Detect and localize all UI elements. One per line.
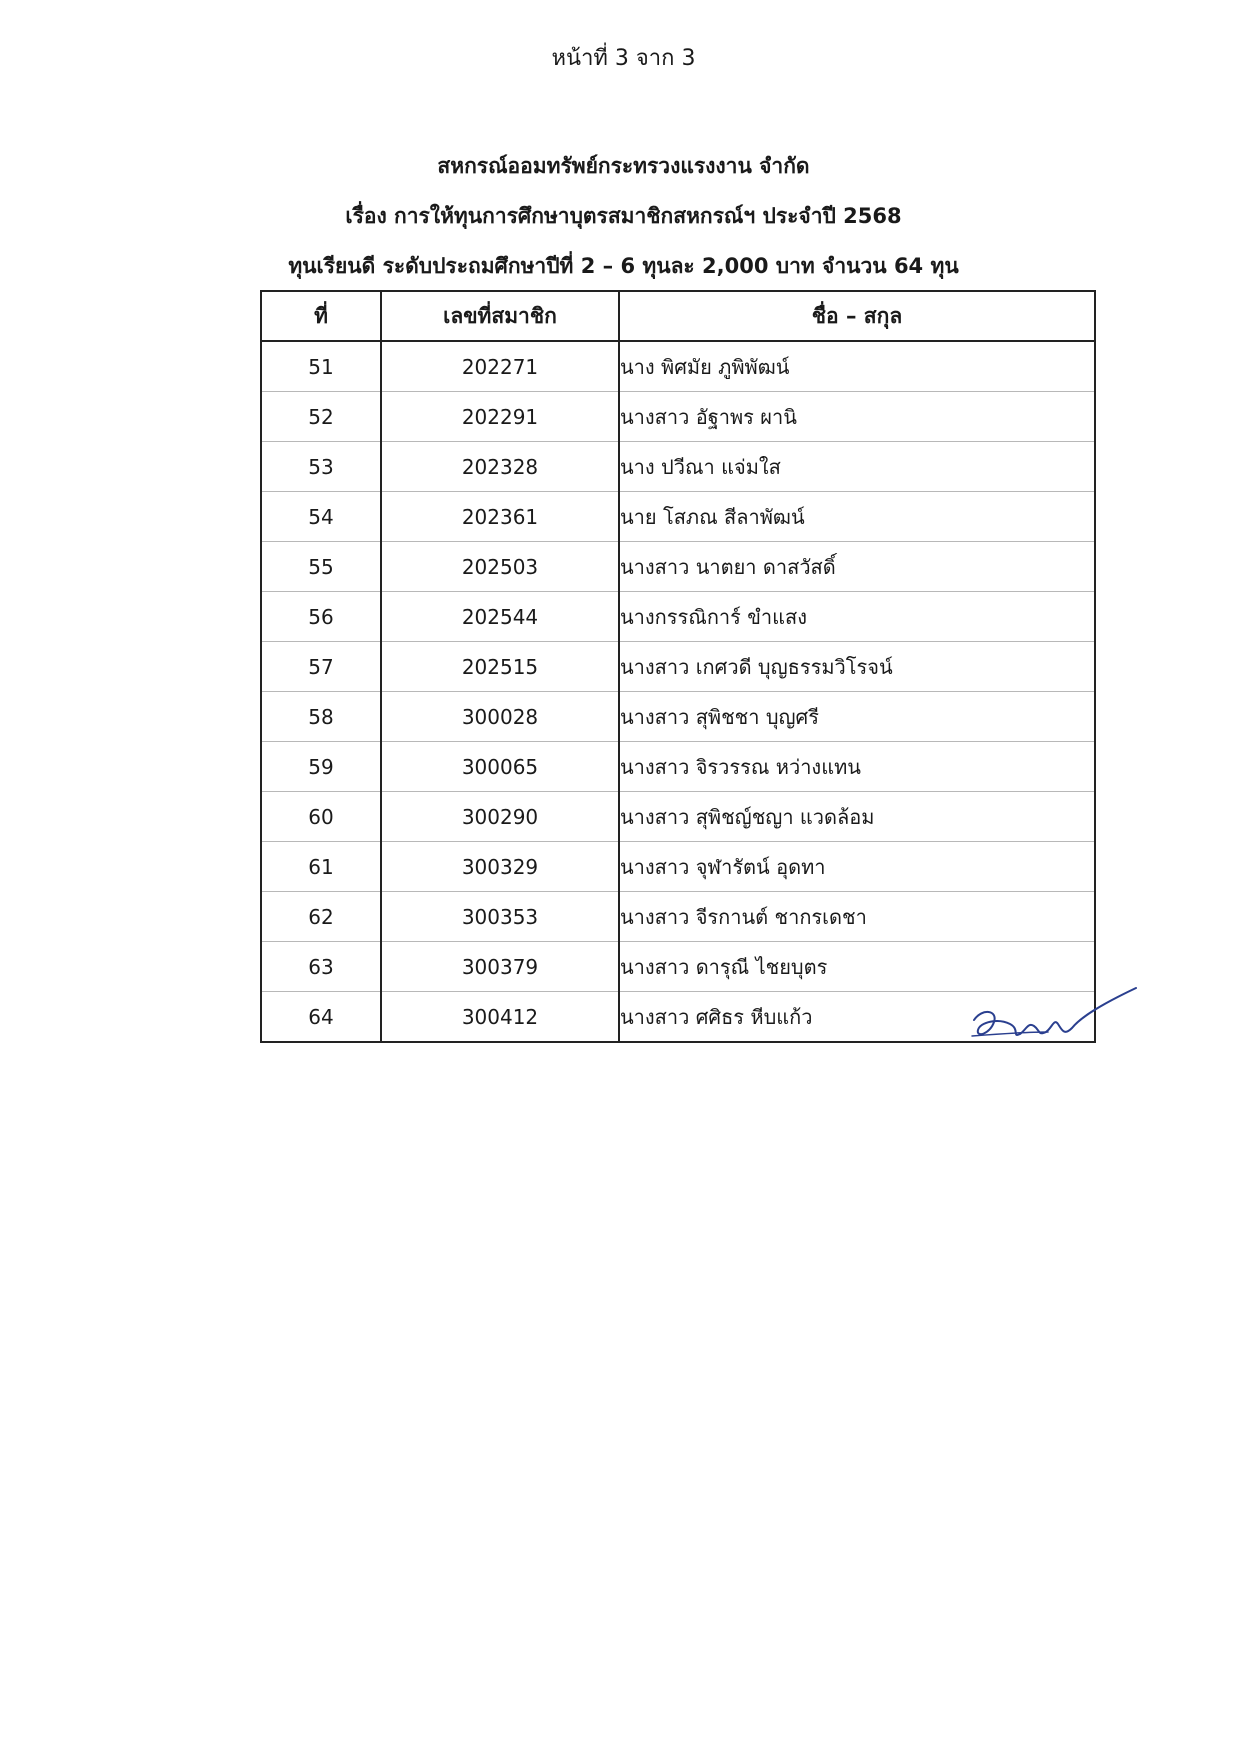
- member-id: 202544: [381, 592, 619, 642]
- table-row: [261, 341, 1095, 392]
- member-id: 202515: [381, 642, 619, 692]
- signature-stroke: [974, 988, 1136, 1035]
- row-number: 62: [261, 892, 381, 942]
- document-subject: เรื่อง การให้ทุนการศึกษาบุตรสมาชิกสหกรณ์ฯ ประจำปี 2568: [345, 204, 902, 228]
- member-name: นาย โสภณ สีลาพัฒน์: [619, 492, 1095, 542]
- member-id: 202291: [381, 392, 619, 442]
- member-name: นางสาว นาตยา ดาสวัสดิ์: [619, 542, 1095, 592]
- table-row: [261, 542, 1095, 592]
- row-number: 55: [261, 542, 381, 592]
- member-table: [260, 290, 1096, 1043]
- table-row: [261, 692, 1095, 742]
- column-header-name: ชื่อ – สกุล: [619, 291, 1095, 341]
- row-number: 51: [261, 341, 381, 392]
- table-row: [261, 592, 1095, 642]
- table-row: [261, 492, 1095, 542]
- table-row: [261, 442, 1095, 492]
- row-number: 64: [261, 992, 381, 1043]
- member-name: นางสาว อัฐาพร ผานิ: [619, 392, 1095, 442]
- row-number: 61: [261, 842, 381, 892]
- member-name: นาง พิศมัย ภูพิพัฒน์: [619, 341, 1095, 392]
- row-number: 58: [261, 692, 381, 742]
- table-row: [261, 842, 1095, 892]
- page-number: หน้าที่ 3 จาก 3: [551, 46, 696, 71]
- table-row: [261, 642, 1095, 692]
- member-name: นางสาว ศศิธร หีบแก้ว: [619, 992, 1095, 1043]
- member-id: 300290: [381, 792, 619, 842]
- row-number: 60: [261, 792, 381, 842]
- column-header-number: ที่: [261, 291, 381, 341]
- member-name: นางสาว จีรกานต์ ชากรเดชา: [619, 892, 1095, 942]
- row-number: 54: [261, 492, 381, 542]
- member-id: 300065: [381, 742, 619, 792]
- handwritten-signature: [968, 978, 1138, 1048]
- member-id: 202361: [381, 492, 619, 542]
- row-number: 59: [261, 742, 381, 792]
- member-id: 300412: [381, 992, 619, 1043]
- table-row: [261, 392, 1095, 442]
- member-name: นาง ปวีณา แจ่มใส: [619, 442, 1095, 492]
- member-id: 202503: [381, 542, 619, 592]
- member-id: 300353: [381, 892, 619, 942]
- member-name: นางสาว สุพิชชา บุญศรี: [619, 692, 1095, 742]
- member-name: นางสาว เกศวดี บุญธรรมวิโรจน์: [619, 642, 1095, 692]
- scholarship-description: ทุนเรียนดี ระดับประถมศึกษาปีที่ 2 – 6 ทุนละ 2,000 บาท จำนวน 64 ทุน: [288, 254, 959, 278]
- column-header-member-id: เลขที่สมาชิก: [381, 291, 619, 341]
- member-name: นางสาว จุฬารัตน์ อุดทา: [619, 842, 1095, 892]
- member-id: 300379: [381, 942, 619, 992]
- row-number: 52: [261, 392, 381, 442]
- member-id: 202328: [381, 442, 619, 492]
- member-name: นางกรรณิการ์ ขำแสง: [619, 592, 1095, 642]
- table-row: [261, 792, 1095, 842]
- table-row: [261, 892, 1095, 942]
- row-number: 57: [261, 642, 381, 692]
- member-id: 202271: [381, 341, 619, 392]
- organization-title: สหกรณ์ออมทรัพย์กระทรวงแรงงาน จำกัด: [437, 154, 810, 178]
- row-number: 63: [261, 942, 381, 992]
- member-name: นางสาว ดารุณี ไชยบุตร: [619, 942, 1095, 992]
- row-number: 53: [261, 442, 381, 492]
- table-header-row: [261, 291, 1095, 341]
- member-name: นางสาว จิรวรรณ หว่างแทน: [619, 742, 1095, 792]
- member-name: นางสาว สุพิชญ์ชญา แวดล้อม: [619, 792, 1095, 842]
- member-id: 300329: [381, 842, 619, 892]
- member-id: 300028: [381, 692, 619, 742]
- row-number: 56: [261, 592, 381, 642]
- table-row: [261, 742, 1095, 792]
